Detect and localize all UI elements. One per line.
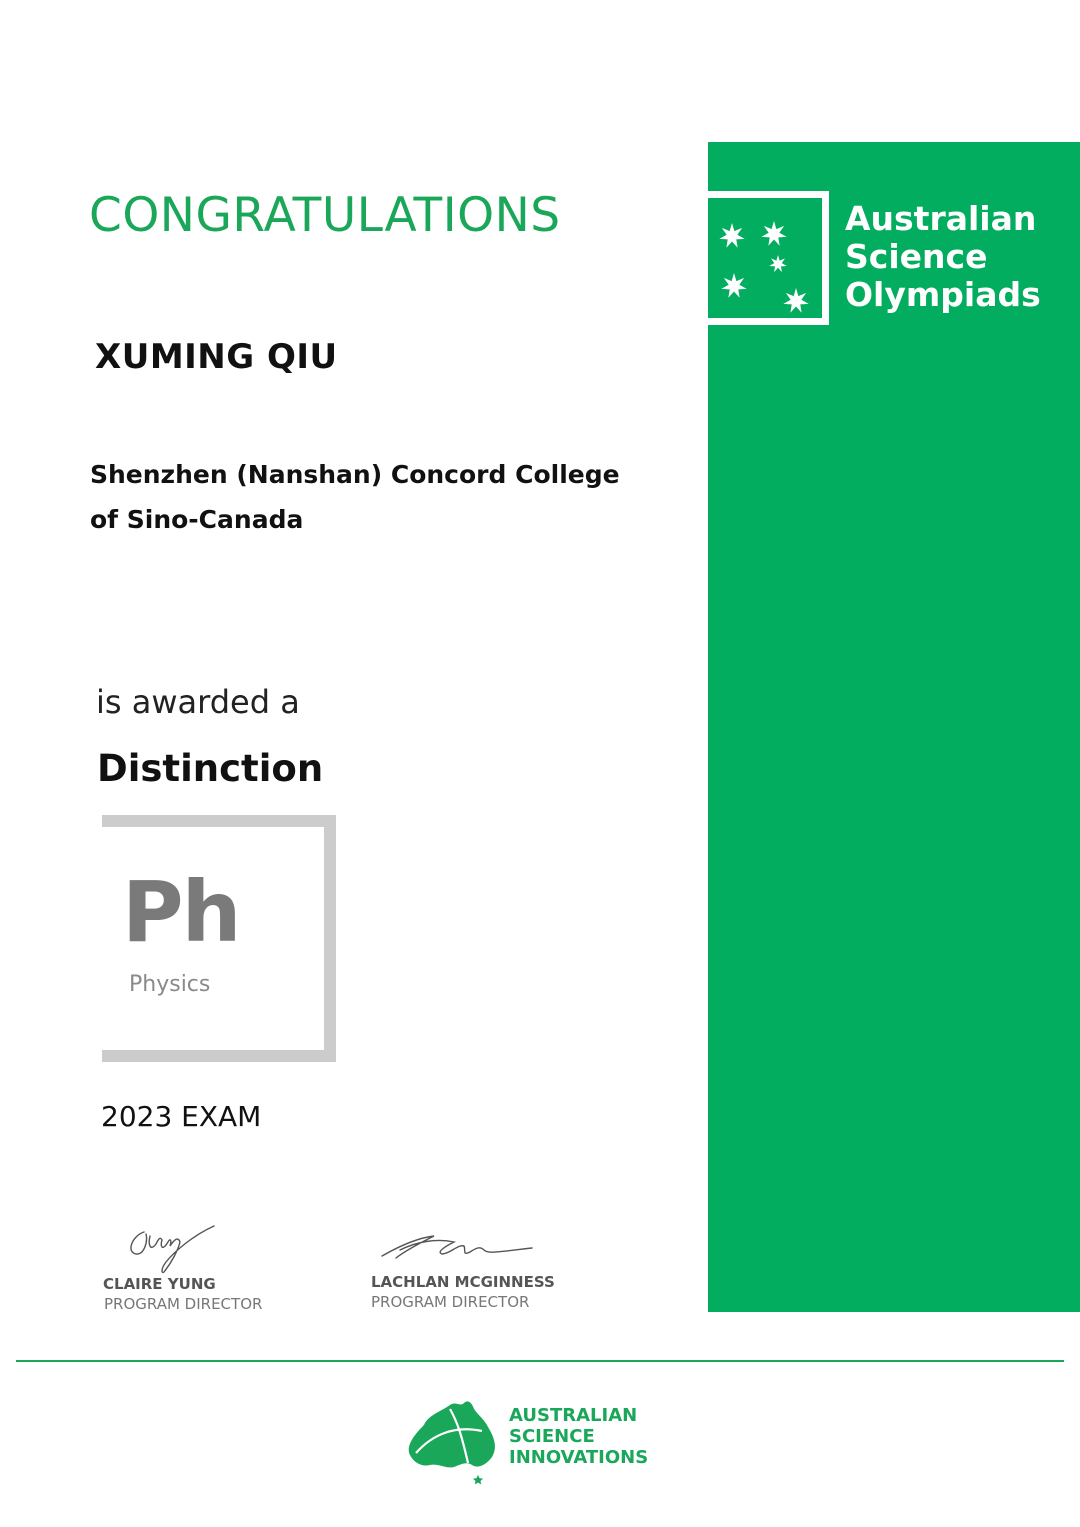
star-icon: [783, 288, 808, 313]
signatory-2-title: PROGRAM DIRECTOR: [371, 1293, 530, 1311]
southern-cross-stars-icon: [708, 198, 822, 318]
exam-label: 2023 EXAM: [101, 1100, 262, 1133]
star-icon: [761, 221, 786, 246]
star-icon: [719, 223, 744, 248]
australia-map-icon: [402, 1395, 502, 1485]
signature-lachlan-mcginness: [376, 1228, 536, 1268]
signature-claire-yung: [122, 1222, 222, 1277]
asi-wordmark-line-3: INNOVATIONS: [509, 1447, 649, 1468]
signatory-2-name: LACHLAN MCGINNESS: [371, 1273, 555, 1291]
certificate-heading: CONGRATULATIONS: [89, 188, 561, 243]
asi-wordmark-line-2: SCIENCE: [509, 1426, 595, 1447]
element-frame-top: [102, 815, 336, 827]
olympiads-wordmark-line-3: Olympiads: [845, 275, 1041, 314]
award-level: Distinction: [97, 747, 324, 790]
footer-divider: [16, 1360, 1064, 1362]
awarded-text: is awarded a: [96, 683, 300, 721]
star-icon: [769, 255, 787, 272]
star-icon: [721, 273, 746, 298]
signatory-1-title: PROGRAM DIRECTOR: [104, 1295, 263, 1313]
element-frame-right: [324, 815, 336, 1062]
olympiads-wordmark-line-2: Science: [845, 237, 988, 276]
olympiads-logo-frame: [708, 191, 829, 325]
asi-wordmark-line-1: AUSTRALIAN: [509, 1405, 638, 1426]
element-tile: [102, 815, 336, 1062]
recipient-name: XUMING QIU: [95, 337, 338, 377]
brand-panel: [708, 142, 1080, 1312]
olympiads-wordmark-line-1: Australian: [845, 199, 1037, 238]
element-name: Physics: [129, 972, 211, 997]
element-symbol: Ph: [122, 863, 240, 961]
asi-wordmark: [509, 1405, 648, 1468]
olympiads-wordmark: [845, 200, 1041, 314]
school-name: Shenzhen (Nanshan) Concord College of Sino-Canada: [90, 460, 620, 534]
element-frame-bottom: [102, 1050, 336, 1062]
signatory-1-name: CLAIRE YUNG: [103, 1275, 216, 1293]
